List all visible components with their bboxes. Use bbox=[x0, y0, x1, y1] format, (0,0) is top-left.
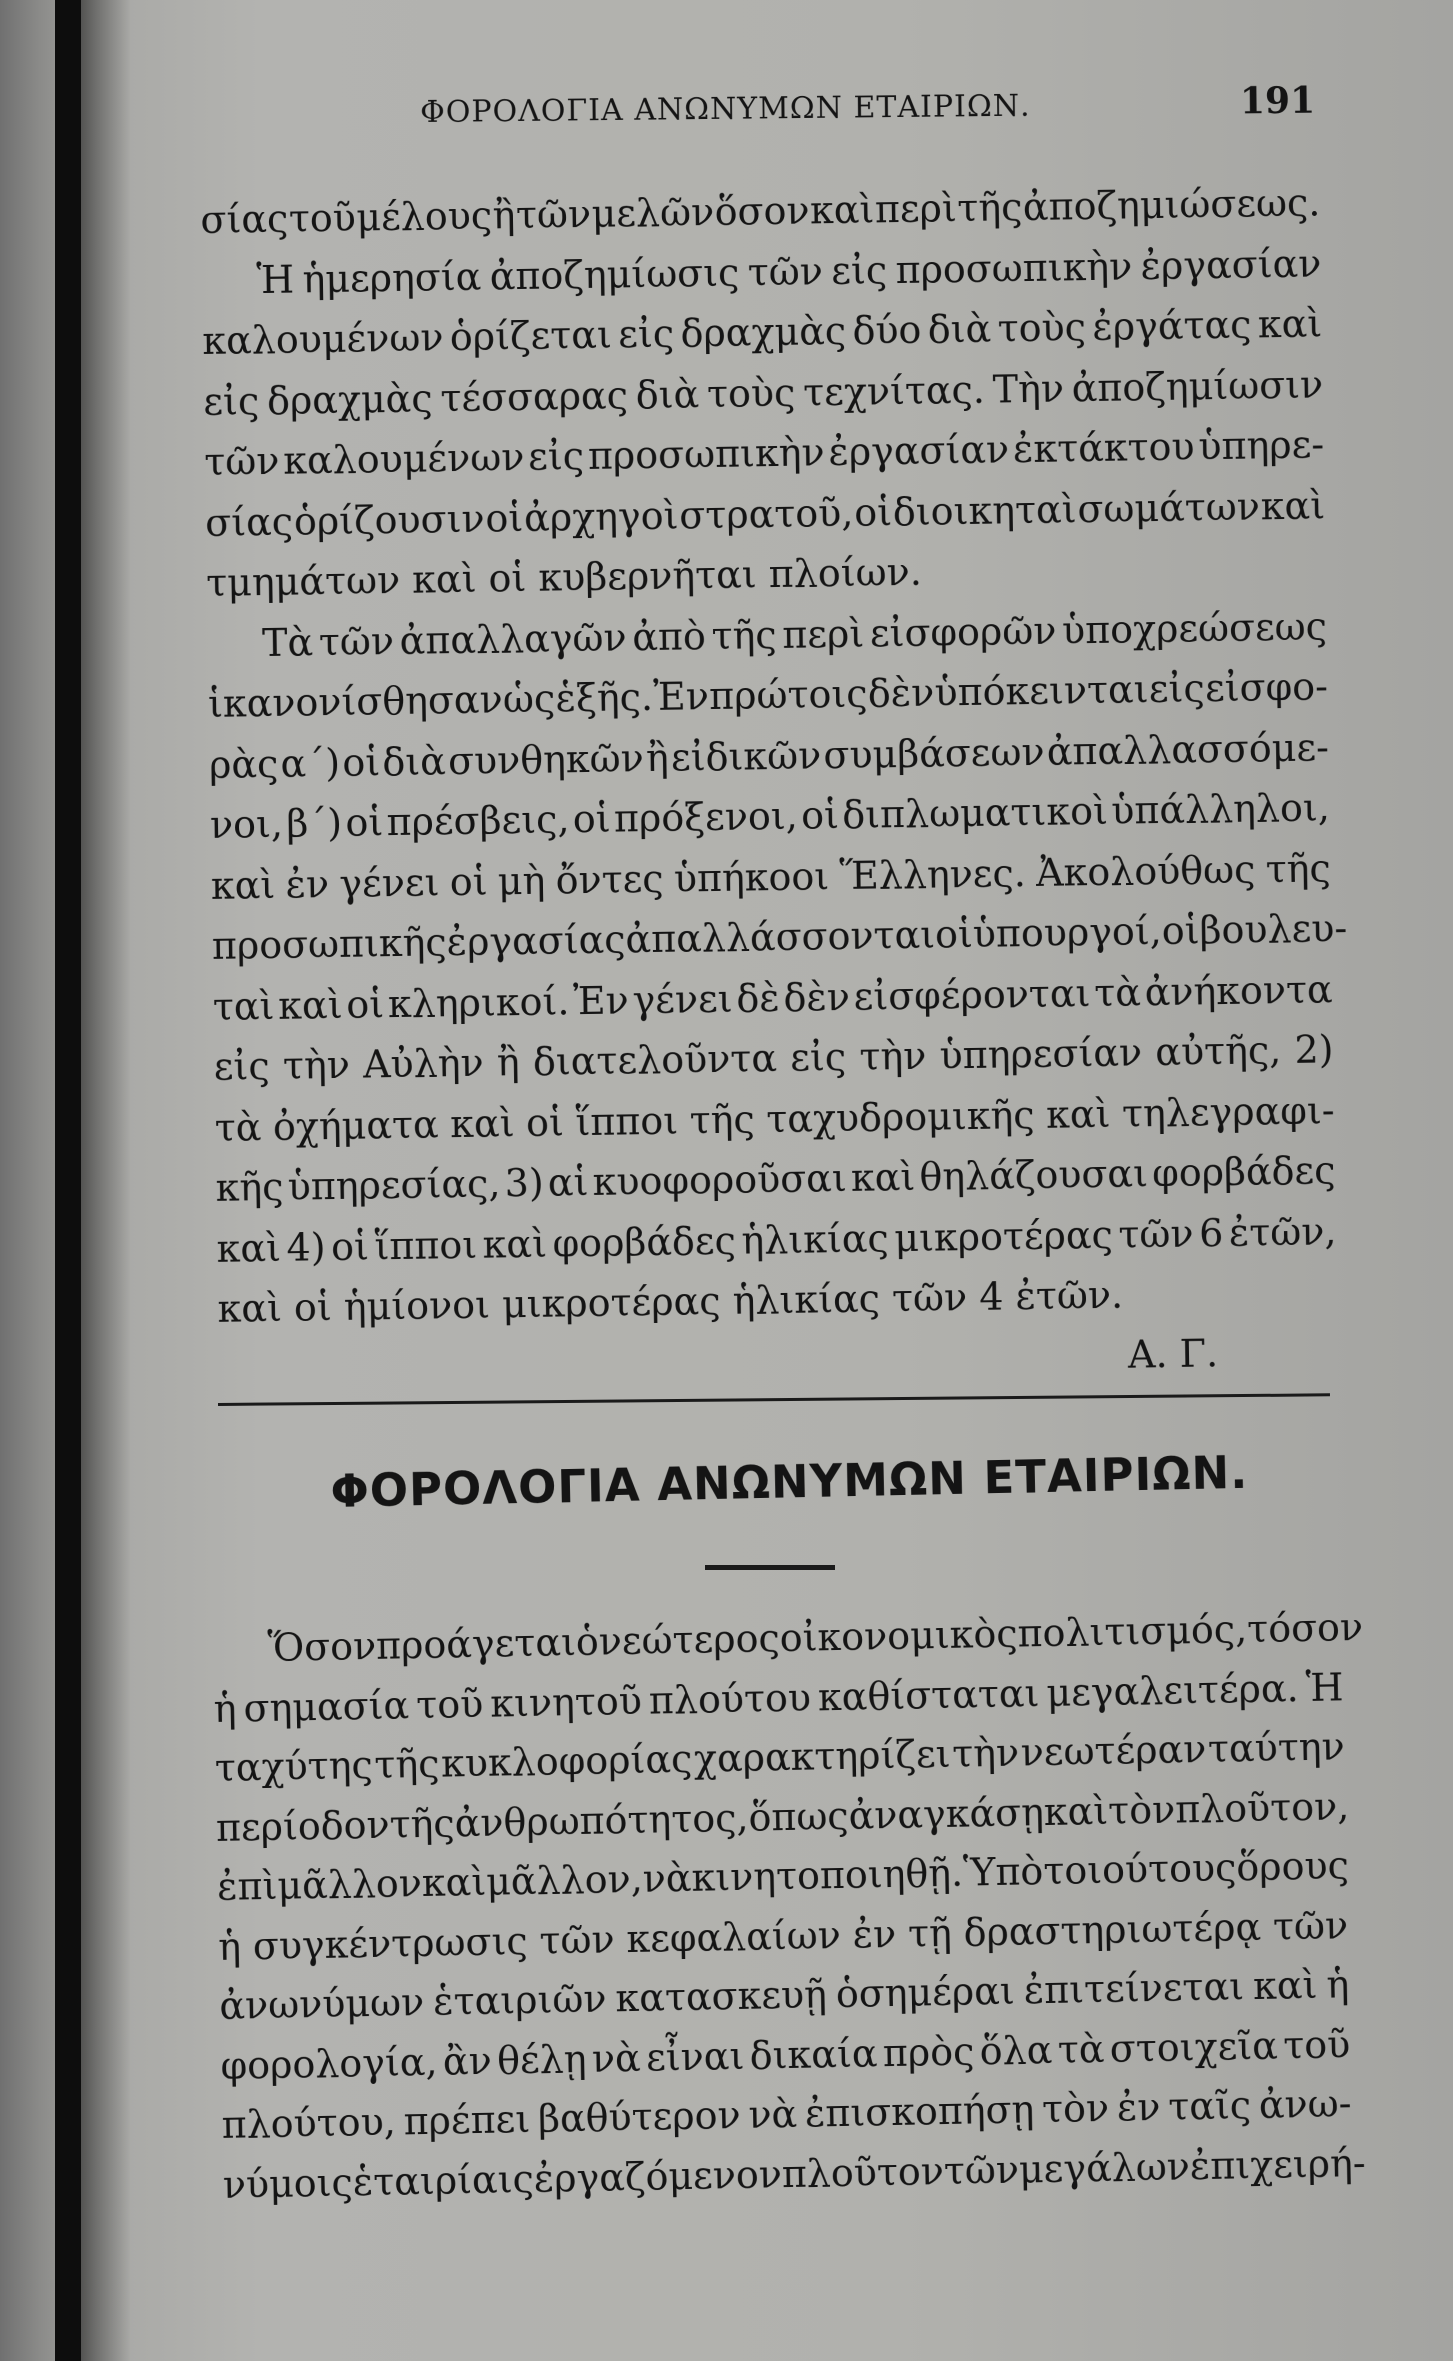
word: Ἐν bbox=[572, 977, 630, 1023]
word: οἱ bbox=[485, 495, 524, 541]
word: μεγαλειτέρα. bbox=[1046, 1665, 1300, 1715]
word: ἀποζημίωσιν bbox=[1071, 361, 1324, 410]
word: 6 bbox=[1198, 1210, 1224, 1255]
word: ἢ bbox=[645, 735, 670, 780]
text-line: τμημάτων καὶ οἱ κυβερνῆται πλοίων. bbox=[205, 549, 923, 605]
word: νεωτέραν bbox=[1020, 1726, 1207, 1775]
word: οἱ bbox=[449, 859, 488, 904]
author-signature: Α. Γ. bbox=[1127, 1331, 1219, 1377]
word: καὶ bbox=[421, 1859, 487, 1906]
word: ἡ bbox=[1325, 1962, 1350, 2007]
word: εἰσφο- bbox=[1204, 664, 1329, 711]
word: πρόξενοι, bbox=[613, 793, 799, 841]
word: Ἀκολούθως bbox=[1035, 847, 1256, 895]
word: ὀχήματα bbox=[272, 1101, 440, 1149]
word: εἰς bbox=[617, 311, 675, 357]
word: ταὶ bbox=[212, 983, 275, 1029]
word: ἀπὸ bbox=[631, 613, 707, 659]
word: τέσσαρας bbox=[440, 372, 629, 420]
word: τόσον bbox=[1246, 1604, 1364, 1652]
word: τῆς bbox=[1265, 845, 1332, 891]
word: καὶ bbox=[1252, 1962, 1318, 2009]
word: ὁ bbox=[575, 1619, 600, 1665]
word: νύμοις bbox=[222, 2159, 354, 2207]
word: ἀνήκοντα bbox=[1144, 966, 1333, 1014]
word: βουλευ- bbox=[1199, 906, 1348, 953]
word: τὰ bbox=[1057, 2026, 1105, 2072]
word: μᾶλλον bbox=[276, 1861, 423, 1908]
binding-shadow bbox=[81, 0, 131, 2361]
word: εἰσφορῶν bbox=[869, 608, 1057, 656]
word: θηλάζουσαι bbox=[919, 1151, 1149, 1199]
word: σωμάτων bbox=[1077, 483, 1261, 531]
word: μὴ bbox=[497, 858, 546, 903]
word: ἐτῶν, bbox=[1228, 1208, 1337, 1255]
word: καὶ bbox=[482, 1221, 548, 1267]
word: ὑπάλληλοι, bbox=[1110, 785, 1331, 833]
word: φορβάδες bbox=[1151, 1148, 1336, 1196]
word: τῶν bbox=[515, 191, 592, 238]
word: ἐργασίας bbox=[446, 917, 626, 965]
word: ὑπόκεινται bbox=[934, 667, 1149, 715]
word: ἵπποι bbox=[374, 1222, 478, 1268]
word: κυκλοφορίας bbox=[440, 1736, 693, 1786]
word: εἰς bbox=[527, 434, 585, 479]
word: στοιχεῖα bbox=[1109, 2023, 1279, 2071]
word: ὅρους bbox=[1235, 1843, 1350, 1890]
word: γένει bbox=[632, 976, 733, 1022]
word: καλουμένων bbox=[282, 434, 525, 483]
word: τῆς bbox=[389, 1800, 456, 1847]
word: οἱ bbox=[345, 981, 385, 1027]
word: συνθηκῶν bbox=[447, 735, 645, 783]
word: διὰ bbox=[927, 306, 992, 352]
word: α΄) bbox=[280, 740, 341, 786]
word: μελῶν bbox=[591, 189, 715, 236]
word: γένει bbox=[339, 859, 440, 906]
word: ἀνωνύμων bbox=[218, 1980, 425, 2028]
word: ὁρίζουσιν bbox=[293, 496, 485, 544]
word: ἂν bbox=[442, 2038, 493, 2084]
word: β΄) bbox=[285, 800, 343, 846]
word: ἀπαλλαγῶν bbox=[399, 614, 627, 663]
word: Ἕλληνες. bbox=[839, 850, 1027, 898]
word: περίοδον bbox=[215, 1802, 391, 1850]
word: πλοῦτον bbox=[781, 2148, 945, 2196]
word: καὶ bbox=[210, 862, 276, 908]
word: καὶ bbox=[1260, 482, 1326, 528]
word: δὲν bbox=[783, 974, 851, 1020]
word: εἰς bbox=[213, 1044, 270, 1089]
word: οἱ bbox=[934, 911, 974, 957]
word: τῶν bbox=[943, 2147, 1020, 2193]
word: ὑπηρεσίαν bbox=[939, 1030, 1143, 1078]
word: εἶναι bbox=[645, 2033, 745, 2080]
word: μέλους bbox=[356, 193, 493, 240]
word: τὸν bbox=[1107, 1787, 1176, 1833]
word: νὰ bbox=[747, 2091, 798, 2137]
word: ἐργασίαν bbox=[1140, 240, 1322, 288]
word: δραστηριωτέρᾳ bbox=[963, 1904, 1262, 1955]
word: ὑπηρε- bbox=[1198, 422, 1325, 469]
word: βαθύτερον bbox=[537, 2092, 742, 2141]
word: διοικηταὶ bbox=[892, 486, 1077, 534]
word: νοι, bbox=[209, 801, 284, 847]
word: δύο bbox=[852, 307, 922, 353]
word: ἀπαλλασσόμε- bbox=[1046, 724, 1330, 774]
word: δὲ bbox=[736, 975, 781, 1021]
word: πρὸς bbox=[882, 2028, 975, 2075]
word: ἀρχηγοὶ bbox=[523, 493, 679, 540]
word: οἱ bbox=[853, 489, 893, 535]
word: ἐν bbox=[1116, 2084, 1161, 2130]
word: τοιούτους bbox=[1042, 1845, 1237, 1894]
word: ἐπιχειρή- bbox=[1189, 2140, 1367, 2188]
word: οἱ bbox=[1161, 908, 1200, 953]
word: πρέπει bbox=[403, 2096, 531, 2144]
word: ἐκτάκτου bbox=[1012, 424, 1195, 472]
word: τῶν bbox=[747, 248, 824, 294]
word: καὶ bbox=[850, 1154, 916, 1200]
word: κυοφοροῦσαι bbox=[592, 1155, 848, 1204]
word: νὰ bbox=[591, 2035, 642, 2081]
word: οἱ bbox=[572, 796, 611, 842]
word: περὶ bbox=[781, 611, 865, 657]
word: οἱ bbox=[525, 1099, 565, 1145]
word: τῆς bbox=[689, 1096, 756, 1142]
word: ἀνθρωπότητος, bbox=[454, 1795, 749, 1845]
page-binding-edge bbox=[55, 0, 81, 2361]
word: δραχμὰς bbox=[266, 375, 433, 423]
word: κεφαλαίων bbox=[625, 1912, 842, 1961]
word: Ἡ bbox=[256, 257, 295, 302]
word: ὅπως bbox=[748, 1793, 850, 1840]
word: τῶν bbox=[1118, 1211, 1194, 1257]
word: δὲν bbox=[867, 670, 935, 716]
text-line: καὶ οἱ ἡμίονοι μικροτέρας ἡλικίας τῶν 4 ἐτῶν. bbox=[217, 1272, 1124, 1331]
word: πολιτισμός, bbox=[1017, 1607, 1248, 1656]
word: καὶ bbox=[1045, 1091, 1111, 1137]
word: τῆς bbox=[373, 1741, 440, 1787]
word: προσωπικὴν bbox=[587, 430, 825, 478]
word: τῶν bbox=[539, 1916, 615, 1963]
word: ἐν bbox=[285, 861, 330, 907]
word: ἐργασίαν bbox=[828, 427, 1010, 475]
word: τὰ bbox=[214, 1104, 262, 1150]
word: ὑπήκοοι bbox=[673, 853, 830, 901]
word: πλούτου, bbox=[221, 2099, 397, 2147]
word: 4) bbox=[286, 1224, 326, 1270]
word: αὐτῆς, bbox=[1154, 1028, 1282, 1075]
word: προσωπικὴν bbox=[895, 243, 1133, 292]
word: καὶ bbox=[449, 1100, 515, 1146]
word: νεώτερος bbox=[598, 1616, 781, 1664]
word: καθίσταται bbox=[817, 1670, 1040, 1719]
page-header bbox=[420, 79, 1351, 155]
word: Ἐν bbox=[652, 674, 710, 719]
word: στρατοῦ, bbox=[678, 490, 854, 538]
word: τοῦ bbox=[1282, 2021, 1351, 2068]
word: διὰ bbox=[382, 738, 447, 784]
word: ἀπαλλάσσονται bbox=[625, 912, 936, 962]
word: ἑξῆς. bbox=[555, 674, 654, 721]
word: καὶ bbox=[809, 187, 875, 233]
word: προσωπικῆς bbox=[211, 920, 447, 968]
word: ἡμερησία bbox=[302, 254, 482, 301]
word: οἱ bbox=[345, 800, 384, 845]
word: ἀποζημίωσις bbox=[489, 250, 740, 298]
word: οἱ bbox=[330, 1223, 370, 1269]
word: σημασία bbox=[243, 1682, 410, 1730]
word: οἱ bbox=[800, 793, 840, 838]
word: τὴν bbox=[282, 1042, 351, 1088]
word: ἢ bbox=[492, 193, 516, 238]
word: περὶ bbox=[874, 186, 958, 232]
word: εἰσφέρονται bbox=[853, 970, 1091, 1019]
running-title: ΦΟΡΟΛΟΓΙΑ ΑΝΩΝΥΜΩΝ ΕΤΑΙΡΙΩΝ. bbox=[420, 88, 1031, 130]
word: ἐργάτας bbox=[1092, 302, 1252, 349]
word: ἐργαζόμενον bbox=[533, 2151, 783, 2201]
word: κινητοποιηθῇ. bbox=[691, 1850, 964, 1900]
word: τοὺς bbox=[706, 370, 796, 416]
word: χαρακτηρίζει bbox=[693, 1731, 951, 1781]
word: διπλωματικοὶ bbox=[841, 788, 1109, 837]
word: κινητοῦ bbox=[489, 1678, 643, 1726]
word: ὑποχρεώσεως bbox=[1061, 603, 1328, 653]
word: ταύτην bbox=[1207, 1724, 1346, 1771]
word: δραχμὰς bbox=[680, 308, 847, 356]
word: ὑπουργοί, bbox=[972, 908, 1163, 956]
word: τῶν bbox=[1272, 1902, 1349, 1949]
article-body-text bbox=[212, 1598, 1367, 2215]
word: τῶν bbox=[203, 438, 280, 484]
word: δικαία bbox=[749, 2030, 878, 2078]
word: ὄντες bbox=[555, 856, 664, 902]
word: συμβάσεων bbox=[823, 729, 1045, 777]
word: τῇ bbox=[907, 1910, 953, 1956]
word: ἡλικίας bbox=[741, 1215, 890, 1263]
word: Ὑπὸ bbox=[962, 1849, 1044, 1895]
word: εἰς bbox=[789, 1034, 847, 1080]
word: ἵπποι bbox=[575, 1098, 679, 1144]
word: ὡς bbox=[502, 676, 556, 722]
word: πρώτοις bbox=[708, 671, 868, 719]
word: εἰς bbox=[202, 378, 260, 424]
word: Αὐλὴν bbox=[362, 1040, 484, 1087]
word: σίας bbox=[200, 196, 289, 242]
word: τῶν bbox=[318, 618, 395, 664]
word: τὸν bbox=[1041, 2085, 1110, 2132]
word: 3) bbox=[504, 1160, 545, 1206]
word: συγκέντρωσις bbox=[252, 1918, 529, 1968]
word: μᾶλλον,νὰ bbox=[485, 1855, 692, 1904]
word: κατασκευῇ bbox=[615, 1972, 828, 2021]
word: εἰς bbox=[830, 247, 888, 293]
word: καὶ bbox=[277, 982, 343, 1028]
word: τοῦ bbox=[415, 1681, 484, 1727]
word: κληρικοί. bbox=[387, 978, 570, 1026]
word: ἐπισκοπήσῃ bbox=[804, 2087, 1035, 2136]
word: θέλῃ bbox=[496, 2036, 587, 2083]
section-divider bbox=[218, 1393, 1330, 1406]
word: ταχύτης bbox=[214, 1742, 374, 1790]
word: μικροτέρας bbox=[893, 1212, 1114, 1260]
word: Τὴν bbox=[992, 365, 1065, 412]
word: μεγάλων bbox=[1018, 2143, 1191, 2192]
word: φορολογία, bbox=[220, 2039, 438, 2088]
word: πλούτου bbox=[648, 1675, 812, 1723]
previous-article-text bbox=[200, 172, 1348, 1339]
word: ὑπηρεσίας, bbox=[287, 1161, 501, 1209]
word: διὰ bbox=[635, 371, 700, 417]
word: εἰς bbox=[1148, 666, 1206, 712]
word: κῆς bbox=[215, 1164, 284, 1210]
word: τῆς bbox=[711, 612, 777, 658]
word: τὴν bbox=[951, 1730, 1020, 1776]
page-number: 191 bbox=[1239, 79, 1316, 123]
word: ὁσημέραι bbox=[835, 1968, 1016, 2017]
word: ταῖς bbox=[1167, 2083, 1252, 2129]
word: ταχυδρομικῆς bbox=[765, 1092, 1035, 1141]
word: καλουμένων bbox=[202, 315, 444, 363]
word: ὅλα bbox=[979, 2027, 1053, 2073]
word: τὰ bbox=[1093, 969, 1142, 1015]
word: εἰδικῶν bbox=[670, 732, 822, 780]
word: Τὰ bbox=[261, 619, 314, 665]
word: προάγεται bbox=[375, 1620, 577, 1668]
word: ἐν bbox=[852, 1911, 897, 1957]
word: τηλεγραφι- bbox=[1121, 1087, 1335, 1136]
word: ἀναγκάσῃ bbox=[848, 1789, 1045, 1838]
word: ὅσον bbox=[714, 188, 810, 234]
word: ἱκανονίσθησαν bbox=[207, 677, 503, 726]
word: καὶ bbox=[1043, 1788, 1109, 1834]
word: ἢ bbox=[496, 1040, 521, 1085]
word: τοῦ bbox=[288, 195, 357, 241]
word: πρέσβεις, bbox=[386, 797, 570, 845]
word: ἑταιριῶν bbox=[432, 1976, 607, 2024]
word: ἡ bbox=[213, 1686, 237, 1731]
word: τῆς bbox=[956, 185, 1023, 231]
word: σίας bbox=[204, 499, 294, 545]
word: ἐπιτείνεται bbox=[1023, 1964, 1245, 2013]
word: οἰκονομικὸς bbox=[779, 1611, 1018, 1661]
article-title: ΦΟΡΟΛΟΓΙΑ ΑΝΩΝΥΜΩΝ ΕΤΑΙΡΙΩΝ. bbox=[330, 1445, 1249, 1518]
word: ρὰς bbox=[208, 741, 279, 787]
word: τοὺς bbox=[997, 305, 1087, 351]
word: ἡ bbox=[217, 1924, 242, 1969]
word: τεχνίτας. bbox=[802, 367, 986, 415]
word: Ὅσον bbox=[267, 1623, 377, 1670]
word: καὶ bbox=[1257, 301, 1323, 347]
word: Ἡ bbox=[1305, 1664, 1344, 1710]
word: οἱ bbox=[341, 739, 381, 785]
word: ἀνω- bbox=[1258, 2081, 1352, 2127]
word: φορβάδες bbox=[552, 1218, 737, 1266]
word: τὴν bbox=[859, 1033, 927, 1079]
word: ἑταιρίαις bbox=[352, 2156, 535, 2204]
word: ὁρίζεται bbox=[449, 312, 613, 360]
word: αἱ bbox=[547, 1160, 589, 1205]
title-underline bbox=[705, 1565, 835, 1570]
word: καὶ bbox=[216, 1225, 282, 1271]
word: ἐπὶ bbox=[216, 1863, 278, 1909]
word: διατελοῦντα bbox=[532, 1036, 778, 1084]
word: 2) bbox=[1294, 1027, 1334, 1072]
word: ἀποζημιώσεως. bbox=[1022, 180, 1321, 230]
word: πλοῦτον, bbox=[1174, 1783, 1350, 1832]
